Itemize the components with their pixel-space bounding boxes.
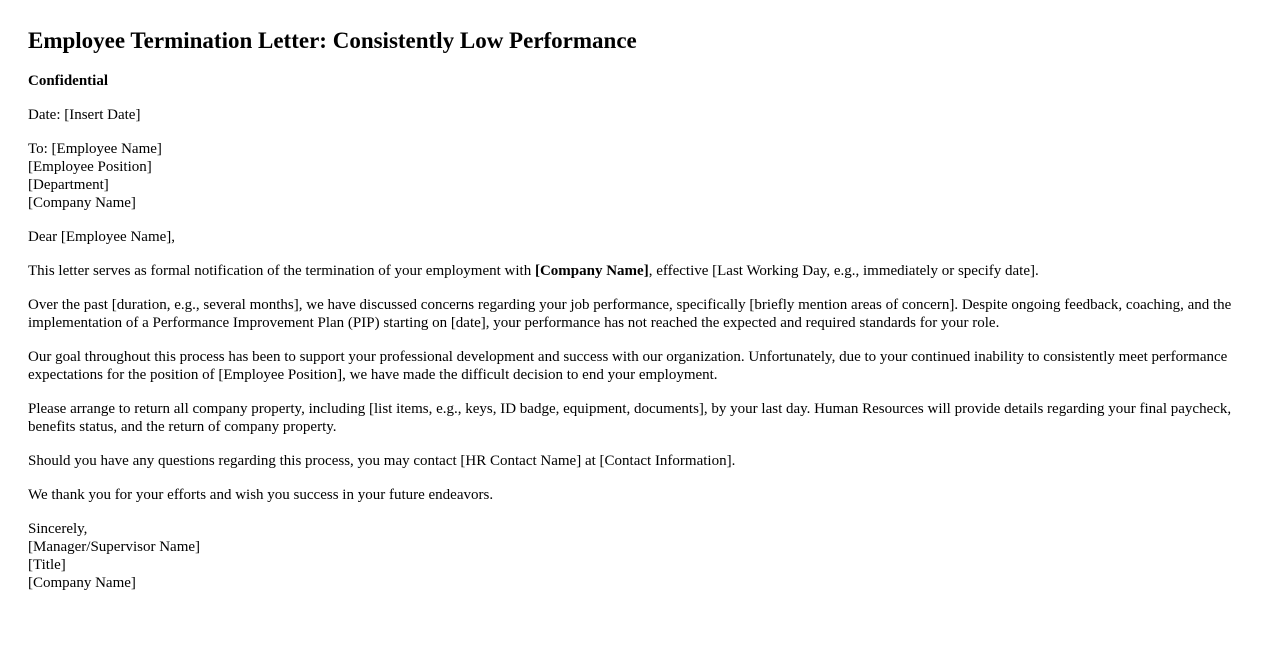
paragraph-thanks: We thank you for your efforts and wish you success in your future endeavors. [28, 487, 494, 503]
date-line: Date: [Insert Date] [28, 107, 141, 123]
salutation: Dear [Employee Name], [28, 229, 176, 245]
recipient-company: [Company Name] [28, 195, 136, 211]
closing-name: [Manager/Supervisor Name] [28, 539, 201, 555]
closing-block [28, 520, 1250, 592]
letter-title: Employee Termination Letter: Consistently Low Performance [28, 28, 637, 53]
paragraph-termination-notice [28, 262, 1250, 280]
paragraph-questions: Should you have any questions regarding this process, you may contact [HR Contact Name] at [Contact Information]. [28, 453, 736, 469]
closing-company: [Company Name] [28, 575, 136, 591]
paragraph-1-before: This letter serves as formal notification of the termination of your employment with [28, 263, 535, 279]
confidential-label [28, 72, 1250, 90]
recipient-to: To: [Employee Name] [28, 141, 162, 157]
paragraph-performance-concerns: Over the past [duration, e.g., several months], we have discussed concerns regarding your job performance, specifically [briefly mention areas of concern]. Despite ongoing feedback, coaching, and the implementation of a Performance Improvement Plan (PIP) starting on [date], your performance has not reached the expected and required standards for your role. [28, 297, 1232, 331]
closing-title: [Title] [28, 557, 66, 573]
recipient-block [28, 140, 1250, 212]
recipient-department: [Department] [28, 177, 109, 193]
paragraph-1-after: , effective [Last Working Day, e.g., immediately or specify date]. [648, 263, 1039, 279]
confidential-text: Confidential [28, 73, 109, 89]
paragraph-1-company: [Company Name] [534, 263, 649, 279]
closing-sign-off: Sincerely, [28, 521, 88, 537]
recipient-position: [Employee Position] [28, 159, 152, 175]
paragraph-company-property: Please arrange to return all company property, including [list items, e.g., keys, ID badge, equipment, documents], by your last day. Human Resources will provide details regarding your final paycheck, benefits status, and the return of company property. [28, 401, 1232, 435]
paragraph-decision: Our goal throughout this process has been to support your professional development and success with our organization. Unfortunately, due to your continued inability to consistently meet performance expectations for the position of [Employee Position], we have made the difficult decision to end your employment. [28, 349, 1228, 383]
